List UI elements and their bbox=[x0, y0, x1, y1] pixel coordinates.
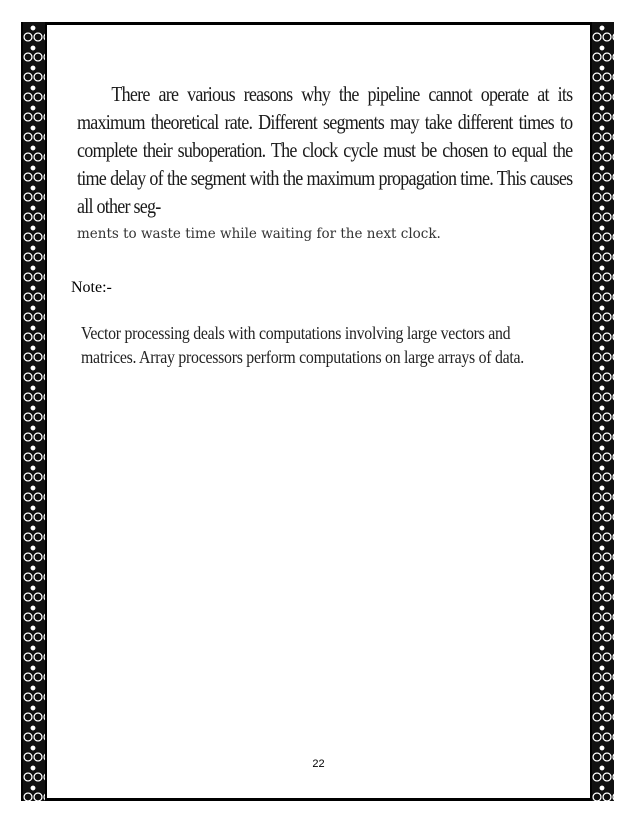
page-content bbox=[47, 25, 590, 798]
pipeline-paragraph-continued: ments to waste time while waiting for the next clock. bbox=[77, 226, 441, 242]
note-label: Note:- bbox=[71, 279, 112, 296]
pipeline-paragraph: There are various reasons why the pipeline cannot operate at its maximum theoretical rate. Different segments may take different times to complete their suboperation. The clock cycle must be chosen to equal the time delay of the segment with the maximum propagation time. This causes all other seg- bbox=[77, 82, 573, 218]
ornamental-border-right bbox=[592, 22, 614, 801]
page-number: 22 bbox=[312, 758, 325, 770]
vector-processing-note: Vector processing deals with computations involving large vectors and matrices. Array processors perform computations on large arrays of data. bbox=[81, 323, 524, 367]
border-bottom bbox=[45, 798, 592, 801]
ornamental-border-left bbox=[23, 22, 45, 801]
